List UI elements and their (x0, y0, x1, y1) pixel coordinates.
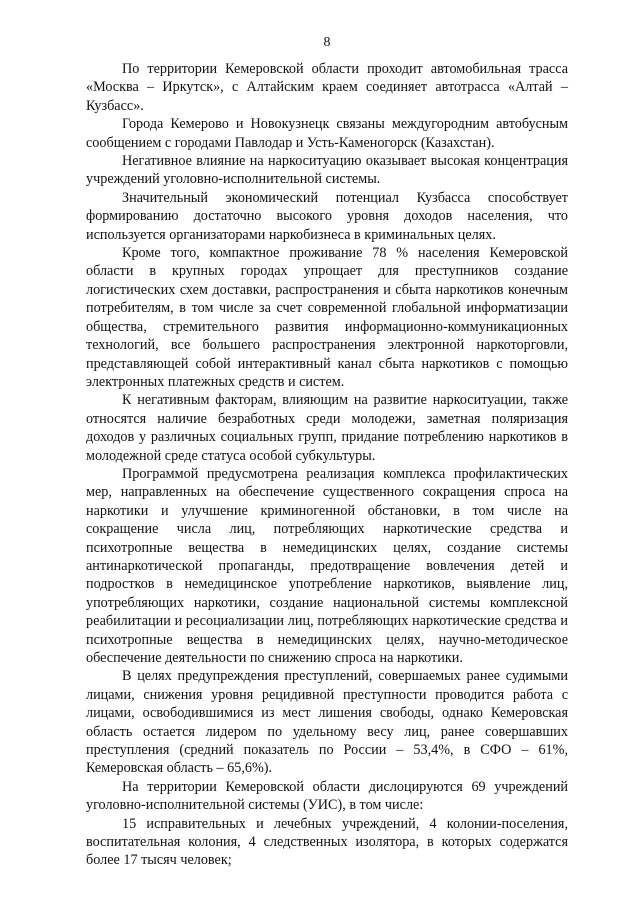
paragraph-urban-population: Кроме того, компактное проживание 78 % населения Кемеровской области в крупных городах упрощает для преступников создание логистических схем доставки, распространения и сбыта наркотиков конечным потребителям, в том числе за счет современной глобальной информатизации общества, стремительного развития информационно-коммуникационных технологий, все большего распространения электронной наркоторговли, представляющей собой интерактивный канал сбыта наркотиков с помощью электронных платежных средств и систем. (86, 245, 568, 390)
paragraph-program-measures: Программой предусмотрена реализация комплекса профилактических мер, направленных на обеспечение существенного сокращения спроса на наркотики и улучшение криминогенной обстановки, в том числе на сокращение числа лиц, потребляющих наркотические средства и психотропные вещества в немедицинских целях, создание системы антинаркотической пропаганды, предотвращение вовлечения детей и подростков в немедицинское употребление наркотиков, выявление лиц, употребляющих наркотики, создание национальной системы комплексной реабилитации и ресоциализации лиц, потребляющих наркотические средства и психотропные вещества в немедицинских целях, научно-методическое обеспечение деятельности по снижению спроса на наркотики. (86, 465, 568, 666)
page-number: 8 (323, 35, 331, 50)
paragraph-recidivism: В целях предупреждения преступлений, совершаемых ранее судимыми лицами, снижения уровня рецидивной преступности проводится работа с лицами, освободившимися из мест лишения свободы, однако Кемеровская область остается лидером по удельному весу лиц, ранее совершавших преступления (средний показатель по России – 53,4%, в СФО – 61%, Кемеровская область – 65,6%). (86, 668, 568, 777)
paragraph-penal-influence: Негативное влияние на наркоситуацию оказывает высокая концентрация учреждений уголовно-исполнительной системы. (86, 153, 568, 188)
paragraph-highway: По территории Кемеровской области проходит автомобильная трасса «Москва – Иркутск», с Алтайским краем соединяет автотрасса «Алтай – Кузбасс». (86, 61, 568, 114)
paragraph-negative-factors: К негативным факторам, влияющим на развитие наркоситуации, также относятся наличие безработных среди молодежи, заметная поляризация доходов у различных социальных групп, придание потреблению наркотиков в молодежной среде статуса особой субкультуры. (86, 392, 568, 464)
paragraph-penal-institutions: На территории Кемеровской области дислоцируются 69 учреждений уголовно-исполнительной системы (УИС), в том числе: (86, 778, 568, 814)
paragraph-economic-potential: Значительный экономический потенциал Кузбасса способствует формированию достаточно высокого уровня доходов населения, что используется организаторами наркобизнеса в криминальных целях. (86, 189, 568, 243)
paragraph-bus-routes: Города Кемерово и Новокузнецк связаны междугородним автобусным сообщением с городами Павлодар и Усть-Каменогорск (Казахстан). (86, 116, 568, 151)
paragraph-institution-list: 15 исправительных и лечебных учреждений, 4 колонии-поселения, воспитательная колония, 4 следственных изолятора, в которых содержатся более 17 тысяч человек; (86, 815, 568, 869)
